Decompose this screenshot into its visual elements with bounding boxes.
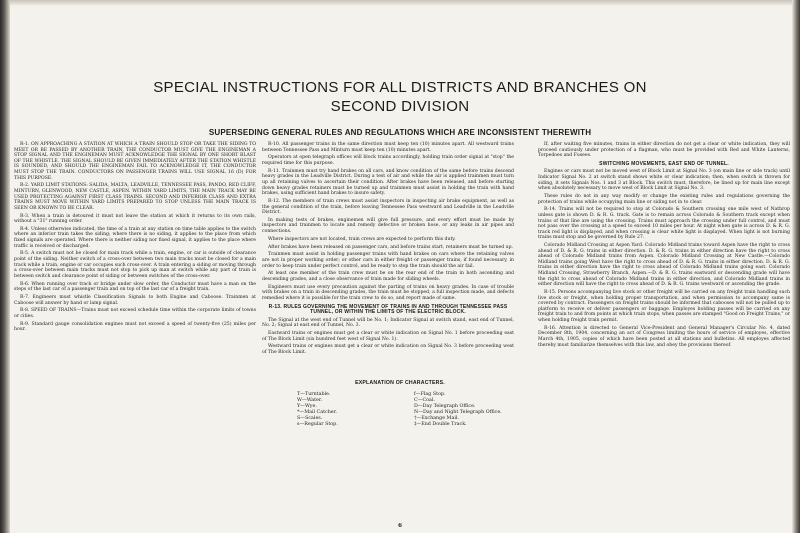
legend-item: D—Day Telegraph Office.: [414, 403, 476, 409]
legend-item: ‡—End Double Track.: [414, 421, 467, 427]
column-2: [262, 142, 514, 358]
rule-paragraph: Operators at open telegraph offices will block trains accordingly, holding train order signal at "stop" the required time for this purpose.: [262, 155, 514, 166]
rule-paragraph: Engines or cars must not be moved west of Block Limit at Signal No. 3 (on main line or side track) until Indicator Signal No. 2 at switch stand shows white or clear indication; then, when switch is thrown for siding, it sets Signals Nos. 1 and 3 at Block. This switch must, therefore, be lined up for main line except when absolutely necessary to move west of Block Limit at Signal No. 3.: [538, 169, 790, 192]
rule-paragraph: R-4. Unless otherwise indicated, the time of a train at any station on time table applies to the switch where an inferior train takes the siding; where there is no siding, it applies to the place from which fixed signals are operated. Where there is neither siding nor fixed signal, it applies to the place where traffic is received or discharged.: [14, 226, 256, 249]
legend-list-right: [414, 392, 534, 427]
rule-paragraph: Trainmen must assist in holding passenger trains with hand brakes on cars where the retaining valves are not in proper working order; or other cars in either freight or passenger trains, if found necessary, in order to keep train under perfect control, and be ready to stop the train should the air fail.: [262, 252, 514, 269]
title-line-2: SECOND DIVISION: [330, 98, 470, 115]
rule-paragraph: R-16. Attention is directed to General Vice-President and General Manager's Circular No. 4, dated December 8th, 1904, concerning an act of Congress limiting the hours of service of employes, effective March 4th, 1905, copies of which have been posted at all stations and bulletins. All employes affected thereby must familiarize themselves with this law, and obey the provisions thereof.: [538, 325, 790, 348]
rule-paragraph: Where inspectors are not located, train crews are expected to perform this duty.: [268, 236, 456, 242]
rule-paragraph: R-6. When running over track or bridge under slow order, the Conductor must have a man on the steps of the last car of a passenger train and on top of the last car of a freight train.: [14, 281, 256, 293]
rule-paragraph: R-5. A switch must not be closed for main track while a train, engine, or car is outside of clearance point of the siding. Neither switch of a cross-over between two main tracks must be closed for a main track while a train, engine or car occupies such cross-over. A train entering a siding or moving through a cross-over between main tracks must not stop to pick up man at switch while any part of train is between switch and clearance point of siding or between switches of the cross-over.: [14, 251, 256, 279]
page-subtitle: SUPERSEDING GENERAL RULES AND REGULATIONS WHICH ARE INCONSISTENT THEREWITH: [208, 128, 592, 137]
rule-paragraph: R-11. Trainmen must try hand brakes on all cars, and know condition of the same before trains descend heavy grades in the Leadville District. During a test of air and while the air is applied trainmen must turn up all retaining valves to ascertain their condition. After brakes have been released, and before starting down heavy grades retainers must be turned up and trainmen must assist in holding the train with hand brakes, using sufficient hand brakes to insure safety.: [262, 168, 514, 197]
page-number: 6: [398, 523, 402, 529]
rule-paragraph: In making tests of brakes, enginemen will give full pressure, and every effort must be made by inspectors and trainmen to locate and remedy defective or broken hose, or any leaks in air pipes and connections.: [262, 217, 514, 235]
page-edge-top: [0, 0, 800, 6]
legend-item: †—Exchange Mail.: [414, 415, 459, 421]
legend-item: *—Mail Catcher.: [297, 409, 337, 415]
rule-paragraph: R-9. Standard gauge consolidation engines must not exceed a speed of twenty-five (25) miles per hour.: [14, 321, 256, 333]
rule-paragraph: If, after waiting five minutes, trains in either direction do not get a clear or white indication, they will proceed cautiously under protection of a flagman, who must be provided with Red and White Lanterns, Torpedoes and Fusees.: [538, 142, 790, 159]
rule-paragraph: R-3. When a train is detoured it must not leave the station at which it returns to its own rails, without a "31" running order.: [14, 213, 256, 225]
legend-item: s—Regular Stop.: [297, 421, 338, 427]
rule-paragraph: Engineers must use every precaution against the parting of trains on heavy grades. In case of trouble with brakes on a train in descending grades, the train must be stopped, a full inspection made, and defects remedied where it is possible for the train crew to do so, and report made of same.: [262, 284, 514, 301]
legend-item: S—Scales.: [297, 415, 323, 421]
rule-paragraph: R-2. YARD LIMIT STATIONS: SALIDA, MALTA, LEADVILLE, TENNESSEE PASS, PANDO, RED CLIFF, MINTURN, GLENWOOD, NEW CASTLE, ASPEN. WITHIN YARD LIMITS, THE MAIN TRACK MAY BE USED PROTECTING AGAINST FIRST CLASS TRAINS. SECOND AND INFERIOR CLASS AND EXTRA TRAINS MUST MOVE WITHIN YARD LIMITS PREPARED TO STOP UNLESS THE MAIN TRACK IS SEEN OR KNOWN TO BE CLEAR.: [14, 183, 256, 211]
rule-paragraph: R-8. SPEED OF TRAINS—Trains must not exceed schedule time within the corporate limits of towns or cities.: [14, 308, 256, 319]
page-title: [0, 78, 800, 116]
rule-paragraph: R-7. Engineers must whistle Classification Signals to both Engine and Caboose. Trainmen at Caboose will answer by hand or lamp signal.: [14, 294, 256, 306]
section-heading-switching: SWITCHING MOVEMENTS, EAST END OF TUNNEL.: [599, 160, 729, 167]
rule-paragraph: The Signal at the west end of Tunnel will be No. 1; Indicator Signal at switch stand, east end of Tunnel, No. 2; Signal at east end of Tunnel, No. 3.: [262, 317, 514, 329]
legend-list-left: [297, 392, 407, 427]
rule-paragraph: Colorado Midland Crossing at Aspen Yard. Colorado Midland trains toward Aspen have the right to cross ahead of D. & R. G. trains in either direction. D. & R. G. trains in either direction have the right to cross ahead of Colorado Midland trains from Aspen. Colorado Midland Crossing at New Castle.—Colorado Midland trains going West have the right to cross ahead of D. & R. G. trains in either direction. D. & R. G. trains in either direction have the right to cross ahead of Colorado Midland trains going east. Colorado Midland Crossing, Strawberry Branch, Aspen.—D. & R. G. trains eastward or descending grade will have the right to cross ahead of Colorado Midland trains in either direction, and Colorado Midland trains in either direction will have the right to cross ahead of D. & R. G. trains westward or ascending the grade.: [538, 243, 790, 288]
column-1: [14, 142, 256, 335]
rule-paragraph: R-1. ON APPROACHING A STATION AT WHICH A TRAIN SHOULD STOP OR TAKE THE SIDING TO MEET OR BE PASSED BY ANOTHER TRAIN, THE CONDUCTOR MUST GIVE THE ENGINEMAN A STOP SIGNAL AND THE ENGINEMAN MUST ACKNOWLEDGE THE SIGNAL BY ONE SHORT BLAST OF THE WHISTLE. THE SIGNAL SHOULD BE GIVEN IMMEDIATELY AFTER THE STATION WHISTLE IS SOUNDED, AND SHOULD THE ENGINEMAN FAIL TO ACKNOWLEDGE IT, THE CONDUCTOR MUST STOP THE TRAIN. CONDUCTORS ON PASSENGER TRAINS WILL USE SIGNAL 16 (D) FOR THIS PURPOSE.: [14, 142, 256, 181]
column-3: [538, 142, 790, 350]
legend-item: f—Flag Stop.: [414, 392, 446, 397]
legend-heading: EXPLANATION OF CHARACTERS.: [355, 380, 445, 386]
rule-paragraph: Eastward trains or engines must get a clear or white indication on Signal No. 1 before proceeding east of The Block Limit (six hundred feet west of Signal No. 1).: [262, 331, 514, 342]
rule-paragraph: R-10. All passenger trains in the same direction must keep ten (10) minutes apart. All westward trains between Tennessee Pass and Minturn must keep ten (10) minutes apart.: [262, 142, 514, 153]
rule-paragraph: These rules do not in any way modify or change the existing rules and regulations governing the protection of trains while occupying main line or siding not in to clear.: [538, 193, 790, 205]
rule-paragraph: Westward trains or engines must get a clear or white indication on Signal No. 3 before proceeding west of The Block Limit.: [262, 344, 514, 356]
title-line-1: SPECIAL INSTRUCTIONS FOR ALL DISTRICTS AND BRANCHES ON: [153, 79, 647, 96]
legend-item: T—Turntable.: [297, 392, 331, 397]
rule-paragraph: R-14. Trains will not be required to stop at Colorado & Southern crossing one mile west of Nathrop unless gate is shown D. & R. G. track. Gate is to remain across Colorado & Southern track except when trains of that line are using the crossing. Trains must approach the crossing under full control, and must not pass over the crossing at a speed to exceed 10 miles per hour. At night when gate is across D. & R. G. track red light is displayed, and when crossing is clear white light is displayed. When light is not burning trains must stop and be governed by Rule 27.: [538, 207, 790, 241]
rule-paragraph: At least one member of the train crew must be on the rear end of the train in both ascending and descending grades, and a close observance of train made for sliding wheels.: [262, 271, 514, 282]
rule-paragraph: R-15. Persons accompanying live stock or other freight will be carried on any freight train handling such live stock or freight, when holding proper transportation, and when permission to accompany same is covered by contract. Passengers on freight trains should be informed that cabooses will not be pulled up to platform to receive or deliver passengers or baggage. Employes holding passes will be carried on any freight train to and from points at which train stops, when passes are stamped "Good on Freight Trains," or when holding freight train permit.: [538, 290, 790, 323]
rule-paragraph: R-12. The members of train crews must assist inspectors in inspecting air brake equipment, as well as the general condition of the train, before leaving Tennessee Pass westward and Leadville in the Leadville District.: [262, 198, 514, 216]
rule-paragraph: After brakes have been released on passenger cars, and before trains start, retainers must be turned up.: [268, 244, 514, 250]
legend-item: N—Day and Night Telegraph Office.: [414, 409, 502, 415]
legend-item: W—Water.: [297, 397, 323, 403]
legend-item: Y—Wye.: [297, 403, 317, 409]
legend-item: C—Coal.: [414, 397, 435, 403]
section-heading-tunnel: R-13. RULES GOVERNING THE MOVEMENT OF TRAINS IN AND THROUGH TENNESSEE PASS TUNNEL, OR WITHIN THE LIMITS OF THE ELECTRIC BLOCK.: [268, 303, 508, 316]
